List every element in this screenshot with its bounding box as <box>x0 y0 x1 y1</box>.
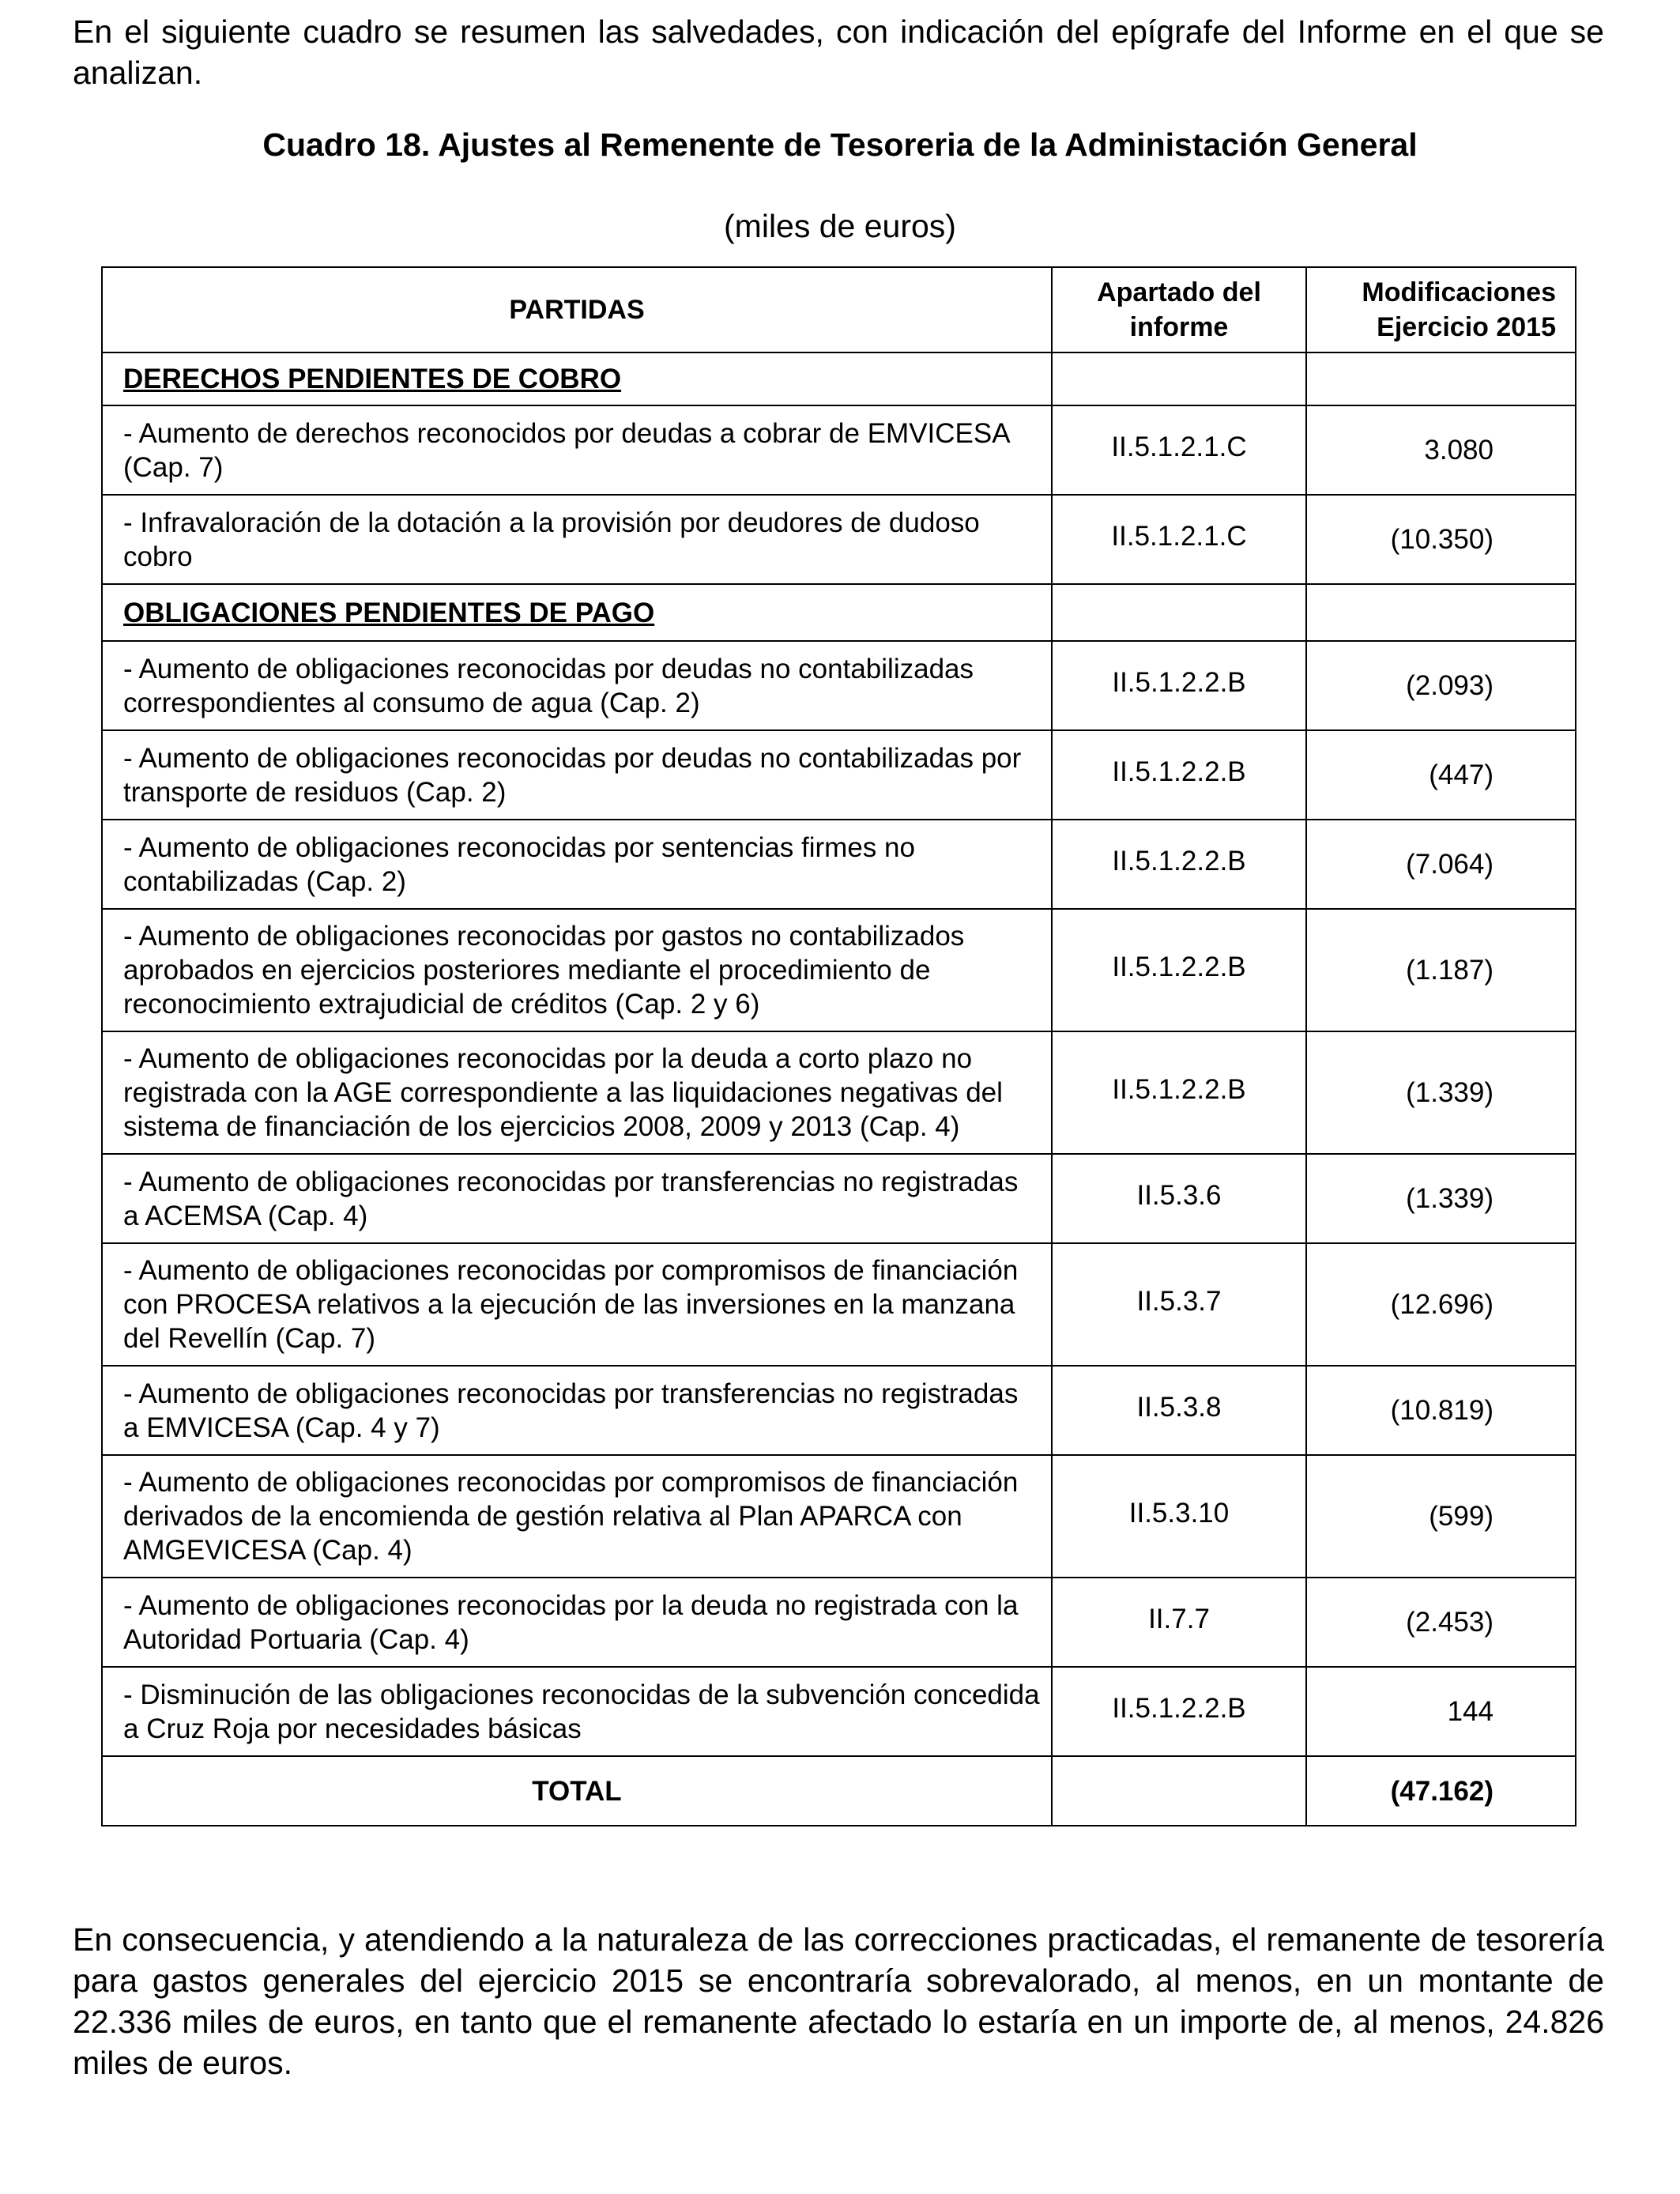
row-section: II.5.1.2.2.B <box>1052 1031 1306 1154</box>
row-description: - Aumento de obligaciones reconocidas por transferencias no registradas a ACEMSA (Cap. 4) <box>102 1154 1052 1243</box>
table-row <box>102 820 1576 909</box>
row-section: II.5.3.7 <box>1052 1243 1306 1366</box>
row-description: - Aumento de obligaciones reconocidas por compromisos de financiación derivados de la encomienda de gestión relativa al Plan APARCA con AMGEVICESA (Cap. 4) <box>102 1455 1052 1578</box>
row-amount: (1.339) <box>1306 1154 1576 1243</box>
total-row <box>102 1756 1576 1826</box>
row-amount: (599) <box>1306 1455 1576 1578</box>
table-row <box>102 909 1576 1031</box>
column-header-partidas: PARTIDAS <box>102 267 1052 352</box>
section-heading: OBLIGACIONES PENDIENTES DE PAGO <box>102 584 1052 641</box>
row-amount: (2.093) <box>1306 641 1576 730</box>
table-row <box>102 1578 1576 1667</box>
row-section: II.5.1.2.2.B <box>1052 909 1306 1031</box>
row-amount: (10.819) <box>1306 1366 1576 1455</box>
conclusion-paragraph: En consecuencia, y atendiendo a la naturaleza de las correcciones practicadas, el remanente de tesorería para gastos generales del ejercicio 2015 se encontraría sobrevalorado, al menos, en un montante de 22.336 miles de euros, en tanto que el remanente afectado lo estaría en un importe de, al menos, 24.826 miles de euros. <box>73 1921 1604 2081</box>
section-row-obligaciones <box>102 584 1576 641</box>
row-section: II.7.7 <box>1052 1578 1306 1667</box>
row-amount: (1.187) <box>1306 909 1576 1031</box>
table-header-row <box>102 267 1576 352</box>
column-header-modificaciones: Modificaciones Ejercicio 2015 <box>1306 267 1576 352</box>
row-section: II.5.1.2.1.C <box>1052 495 1306 584</box>
row-description: - Aumento de obligaciones reconocidas por gastos no contabilizados aprobados en ejercicios posteriores mediante el procedimiento de reconocimiento extrajudicial de créditos (Cap. 2 y 6) <box>102 909 1052 1031</box>
row-section: II.5.1.2.2.B <box>1052 1667 1306 1756</box>
row-amount: 144 <box>1306 1667 1576 1756</box>
row-section: II.5.1.2.2.B <box>1052 641 1306 730</box>
row-amount: (10.350) <box>1306 495 1576 584</box>
total-amount: (47.162) <box>1306 1756 1576 1826</box>
total-label: TOTAL <box>102 1756 1052 1826</box>
table-row <box>102 405 1576 495</box>
table-row <box>102 1243 1576 1366</box>
section-row-derechos <box>102 352 1576 405</box>
row-description: - Aumento de obligaciones reconocidas por compromisos de financiación con PROCESA relativos a la ejecución de las inversiones en la manzana del Revellín (Cap. 7) <box>102 1243 1052 1366</box>
row-description: - Infravaloración de la dotación a la provisión por deudores de dudoso cobro <box>102 495 1052 584</box>
row-section: II.5.3.6 <box>1052 1154 1306 1243</box>
row-section: II.5.3.8 <box>1052 1366 1306 1455</box>
row-description: - Aumento de obligaciones reconocidas por deudas no contabilizadas por transporte de residuos (Cap. 2) <box>102 730 1052 820</box>
row-section: II.5.1.2.2.B <box>1052 820 1306 909</box>
row-section: II.5.1.2.2.B <box>1052 730 1306 820</box>
row-amount: (447) <box>1306 730 1576 820</box>
section-heading: DERECHOS PENDIENTES DE COBRO <box>102 352 1052 405</box>
table-row <box>102 1667 1576 1756</box>
row-description: - Aumento de obligaciones reconocidas por la deuda no registrada con la Autoridad Portuaria (Cap. 4) <box>102 1578 1052 1667</box>
table-row <box>102 1154 1576 1243</box>
table-row <box>102 730 1576 820</box>
table-row <box>102 1455 1576 1578</box>
row-section: II.5.1.2.1.C <box>1052 405 1306 495</box>
table-row <box>102 495 1576 584</box>
table-row <box>102 641 1576 730</box>
adjustments-table <box>101 266 1576 1826</box>
row-description: - Aumento de obligaciones reconocidas por la deuda a corto plazo no registrada con la AGE correspondiente a las liquidaciones negativas del sistema de financiación de los ejercicios 2008, 2009 y 2013 (Cap. 4) <box>102 1031 1052 1154</box>
row-amount: (1.339) <box>1306 1031 1576 1154</box>
table-row <box>102 1366 1576 1455</box>
intro-paragraph: En el siguiente cuadro se resumen las salvedades, con indicación del epígrafe del Informe en el que se analizan. <box>73 13 1604 91</box>
row-description: - Aumento de derechos reconocidos por deudas a cobrar de EMVICESA (Cap. 7) <box>102 405 1052 495</box>
row-description: - Aumento de obligaciones reconocidas por sentencias firmes no contabilizadas (Cap. 2) <box>102 820 1052 909</box>
row-amount: (2.453) <box>1306 1578 1576 1667</box>
row-section: II.5.3.10 <box>1052 1455 1306 1578</box>
row-description: - Aumento de obligaciones reconocidas por transferencias no registradas a EMVICESA (Cap. 4 y 7) <box>102 1366 1052 1455</box>
row-amount: 3.080 <box>1306 405 1576 495</box>
table-row <box>102 1031 1576 1154</box>
table-unit: (miles de euros) <box>724 208 956 244</box>
row-description: - Aumento de obligaciones reconocidas por deudas no contabilizadas correspondientes al consumo de agua (Cap. 2) <box>102 641 1052 730</box>
row-description: - Disminución de las obligaciones reconocidas de la subvención concedida a Cruz Roja por necesidades básicas <box>102 1667 1052 1756</box>
row-amount: (12.696) <box>1306 1243 1576 1366</box>
column-header-apartado: Apartado del informe <box>1052 267 1306 352</box>
row-amount: (7.064) <box>1306 820 1576 909</box>
table-title: Cuadro 18. Ajustes al Remenente de Tesoreria de la Administación General <box>262 126 1418 163</box>
